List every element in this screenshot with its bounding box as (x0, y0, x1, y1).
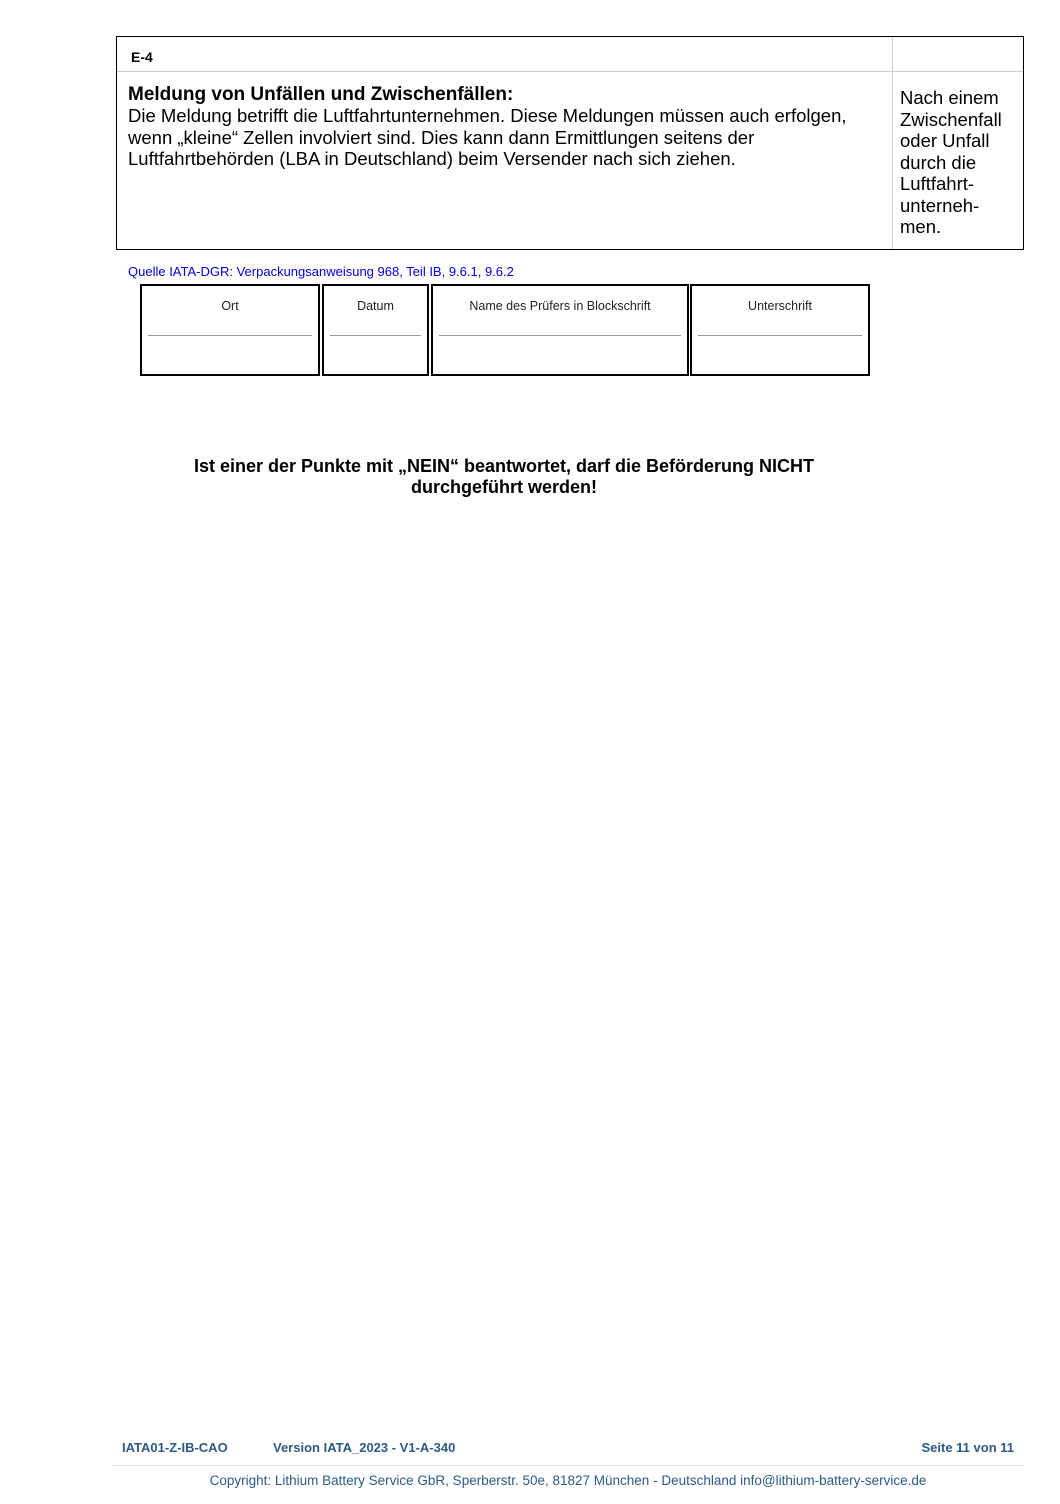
signature-line (698, 335, 862, 336)
footer-page-number: Seite 11 von 11 (921, 1440, 1014, 1455)
signature-field-signature[interactable] (690, 284, 870, 376)
warning-line: Ist einer der Punkte mit „NEIN“ beantwortet, darf die Beförderung NICHT (193, 456, 815, 476)
requirement-text: Die Meldung betrifft die Luftfahrtunternehmen. Diese Meldungen müssen auch erfolgen, wenn „kleine“ Zellen involviert sind. Dies kann dann Ermittlungen seitens der Luftfahrtbehörden (LBA in Deutschland) beim Versender nach sich ziehen. (128, 105, 847, 169)
signature-label-inspector: Name des Prüfers in Blockschrift (469, 299, 651, 313)
signature-label-place: Ort (221, 299, 239, 313)
signature-field-inspector-name[interactable] (431, 284, 689, 376)
condition-line: Luftfahrt- (900, 173, 975, 194)
e4-requirement-table (116, 36, 1024, 279)
signature-line (148, 335, 312, 336)
signature-field-date[interactable] (322, 284, 429, 376)
footer-divider (112, 1465, 1024, 1466)
warning-notice (154, 456, 854, 498)
footer-copyright: Copyright: Lithium Battery Service GbR, Sperberstr. 50e, 81827 München - Deutschland info@lithium-battery-service.de (209, 1473, 927, 1488)
condition-line: Nach einem (900, 87, 999, 108)
requirement-condition (900, 87, 1020, 238)
condition-line: men. (900, 216, 942, 237)
requirement-source: Quelle IATA-DGR: Verpackungsanweisung 968, Teil IB, 9.6.1, 9.6.2 (128, 264, 514, 279)
signature-field-place[interactable] (140, 284, 320, 376)
signature-line (330, 335, 421, 336)
e4-header-answer-cell (893, 37, 1023, 72)
warning-line: durchgeführt werden! (410, 477, 597, 497)
requirement-title: Meldung von Unfällen und Zwischenfällen: (128, 84, 514, 105)
requirement-id: E-4 (131, 49, 153, 65)
footer-version: Version IATA_2023 - V1-A-340 (273, 1440, 456, 1455)
signature-line (439, 335, 681, 336)
e4-header-cell (117, 37, 893, 72)
signature-label-date: Datum (357, 299, 394, 313)
footer-doc-id: IATA01-Z-IB-CAO (122, 1440, 228, 1455)
condition-line: durch die (900, 151, 977, 173)
signature-label-signature: Unterschrift (748, 299, 812, 313)
e4-content-cell (117, 72, 893, 279)
condition-line: oder Unfall (900, 130, 990, 151)
condition-line: Zwischenfall (900, 108, 1002, 130)
condition-line: unterneh- (900, 194, 980, 216)
